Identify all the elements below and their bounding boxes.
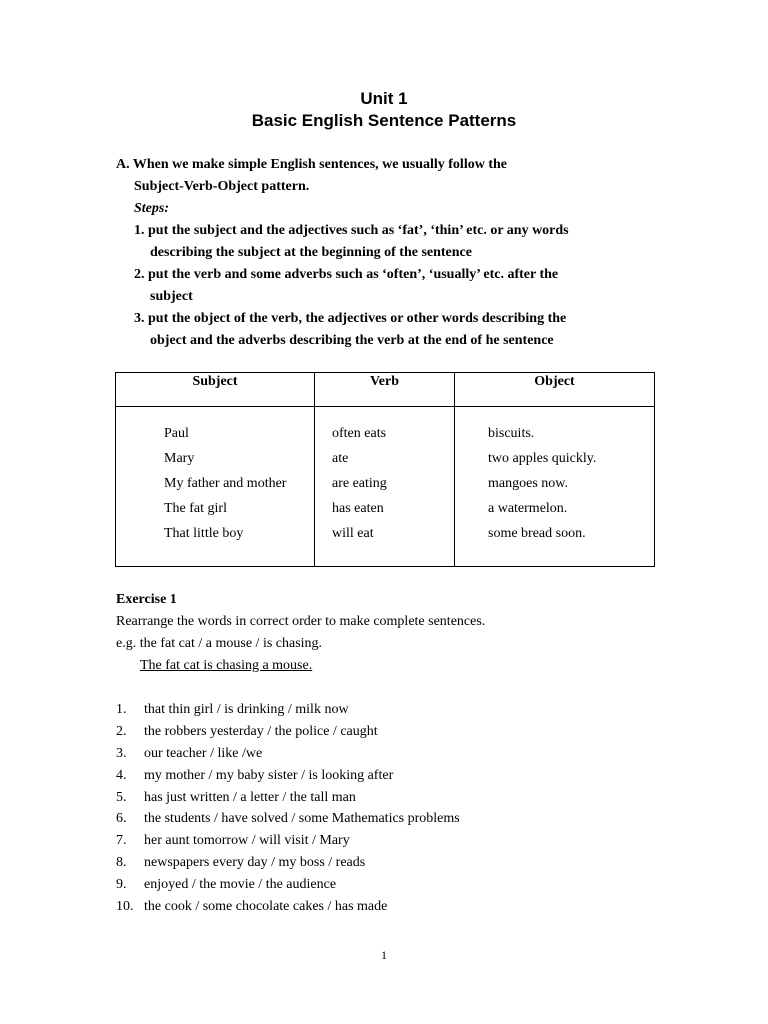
list-item — [116, 721, 378, 743]
header-subject: Subject — [116, 373, 315, 407]
exercise-instruction: Rearrange the words in correct order to make complete sentences. — [116, 614, 486, 629]
list-item — [116, 765, 393, 787]
unit-heading: Unit 1 — [360, 89, 408, 108]
verb-cell: has eaten — [332, 501, 384, 516]
item-text: the cook / some chocolate cakes / has made — [144, 899, 388, 914]
subject-column — [116, 407, 315, 567]
exercise-example: e.g. the fat cat / a mouse / is chasing. — [116, 636, 323, 651]
item-number: 5. — [116, 790, 127, 805]
list-item — [116, 743, 262, 765]
exercise-title: Exercise 1 — [116, 592, 177, 607]
section-a-intro-line2: Subject-Verb-Object pattern. — [134, 179, 310, 194]
subject-cell: My father and mother — [164, 476, 287, 491]
item-text: our teacher / like /we — [144, 746, 263, 761]
subject-cell: The fat girl — [164, 501, 227, 516]
item-number: 2. — [116, 724, 127, 739]
list-item — [116, 787, 356, 809]
list-item — [116, 808, 460, 830]
table-header-row — [116, 373, 655, 407]
step-3-line2: object and the adverbs describing the verb at the end of he sentence — [150, 333, 554, 348]
item-number: 7. — [116, 833, 127, 848]
object-cell: two apples quickly. — [488, 451, 597, 466]
subject-cell: That little boy — [164, 526, 244, 541]
steps-label: Steps: — [134, 201, 169, 216]
verb-cell: often eats — [332, 426, 387, 441]
list-item — [116, 874, 336, 896]
item-number: 10. — [116, 899, 134, 914]
object-cell: biscuits. — [488, 426, 535, 441]
step-2-line1: 2. put the verb and some adverbs such as ‘often’, ‘usually’ etc. after the — [134, 267, 559, 282]
list-item — [116, 699, 349, 721]
item-number: 9. — [116, 877, 127, 892]
subject-cell: Paul — [164, 426, 189, 441]
item-number: 1. — [116, 702, 127, 717]
item-text: the students / have solved / some Mathematics problems — [144, 811, 460, 826]
item-text: the robbers yesterday / the police / caught — [144, 724, 378, 739]
step-2-line2: subject — [150, 289, 193, 304]
object-cell: a watermelon. — [488, 501, 568, 516]
step-1-line1: 1. put the subject and the adjectives such as ‘fat’, ‘thin’ etc. or any words — [134, 223, 569, 238]
verb-cell: are eating — [332, 476, 387, 491]
list-item — [116, 896, 387, 918]
item-text: that thin girl / is drinking / milk now — [144, 702, 349, 717]
verb-cell: ate — [332, 451, 349, 466]
object-cell: some bread soon. — [488, 526, 586, 541]
exercise-example-answer: The fat cat is chasing a mouse. — [140, 658, 313, 673]
step-1-line2: describing the subject at the beginning of the sentence — [150, 245, 472, 260]
object-cell: mangoes now. — [488, 476, 568, 491]
page-number: 1 — [381, 948, 387, 962]
item-text: newspapers every day / my boss / reads — [144, 855, 366, 870]
object-column — [455, 407, 655, 567]
verb-cell: will eat — [332, 526, 374, 541]
item-number: 3. — [116, 746, 127, 761]
header-object: Object — [455, 373, 655, 407]
item-text: enjoyed / the movie / the audience — [144, 877, 337, 892]
item-text: her aunt tomorrow / will visit / Mary — [144, 833, 350, 848]
sentence-pattern-table — [115, 372, 655, 567]
item-number: 4. — [116, 768, 127, 783]
page-title: Basic English Sentence Patterns — [251, 111, 517, 130]
verb-column — [315, 407, 455, 567]
list-item — [116, 852, 365, 874]
item-text: my mother / my baby sister / is looking after — [144, 768, 394, 783]
list-item — [116, 830, 350, 852]
subject-cell: Mary — [164, 451, 195, 466]
section-a-intro-line1: A. When we make simple English sentences, we usually follow the — [116, 157, 507, 172]
item-number: 8. — [116, 855, 127, 870]
table-body-row — [116, 407, 655, 567]
step-3-line1: 3. put the object of the verb, the adjectives or other words describing the — [134, 311, 567, 326]
item-number: 6. — [116, 811, 127, 826]
item-text: has just written / a letter / the tall man — [144, 790, 356, 805]
header-verb: Verb — [315, 373, 455, 407]
